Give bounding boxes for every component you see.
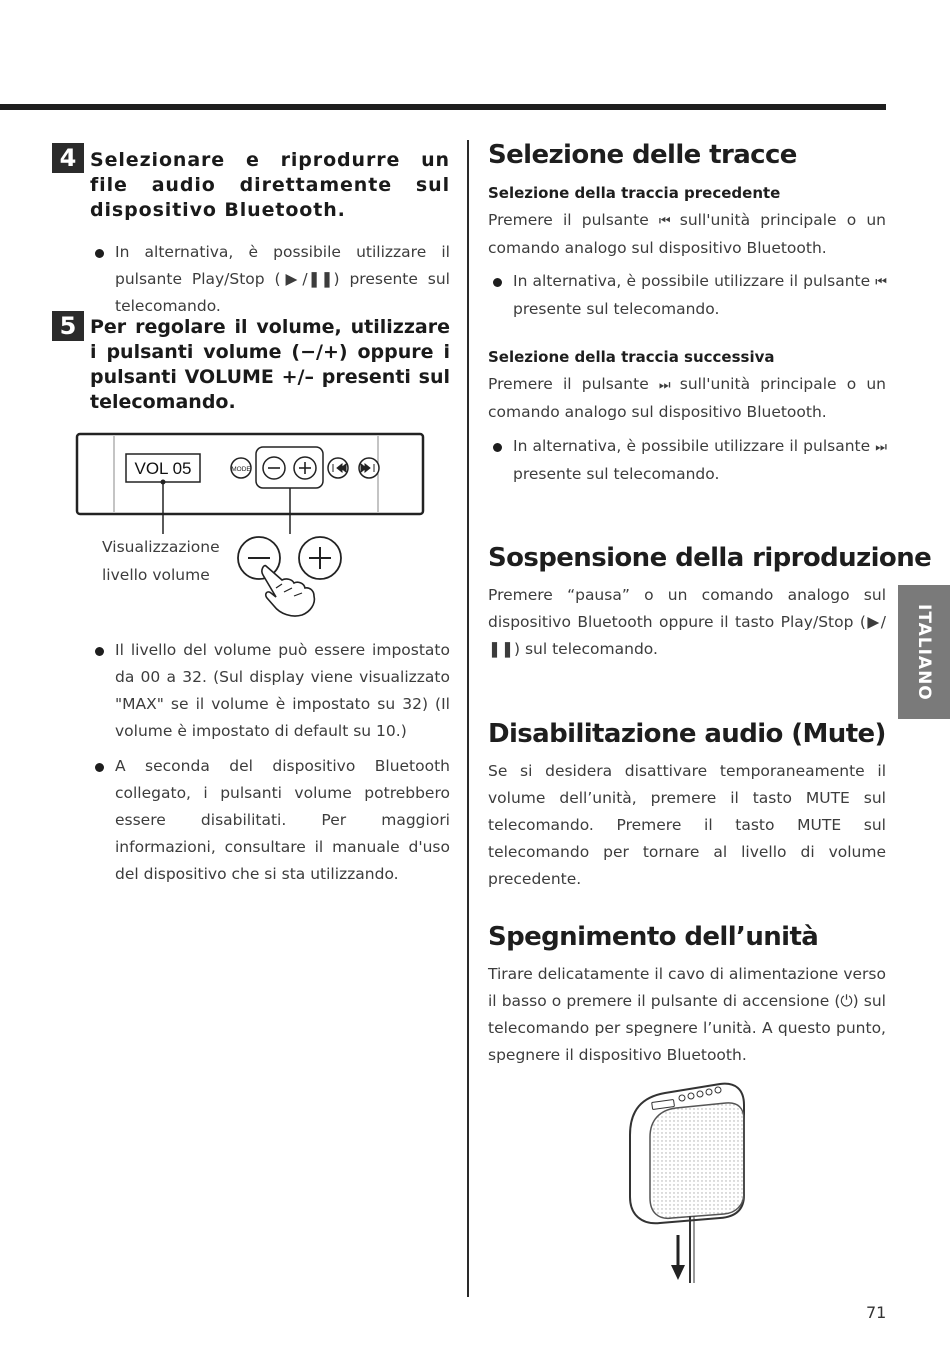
- language-tab-label: ITALIANO: [914, 603, 934, 701]
- prev-track-icon: ⏮: [658, 214, 670, 229]
- diagram-caption: [102, 533, 220, 589]
- page-number: 71: [866, 1303, 887, 1322]
- step-5-title: Per regolare il volume, utilizzare i pulsanti volume (−/+) oppure i pulsanti VOLUME +/– presenti sul telecomando.: [90, 316, 450, 413]
- mute-heading: Disabilitazione audio (Mute): [488, 719, 886, 749]
- prev-track-text: [488, 207, 886, 262]
- display-text: VOL 05: [134, 459, 192, 478]
- prev-bullet-text: In alternativa, è possibile utilizzare il pulsante: [513, 272, 871, 290]
- prev-text-before: Premere il pulsante: [488, 211, 649, 229]
- caption-line-2: livello volume: [102, 566, 210, 584]
- bullet-dot: [95, 647, 104, 656]
- step-4-title: Selezionare e riprodurre un file audio direttamente sul dispositivo Bluetooth.: [90, 149, 450, 221]
- step-4-bullet: [95, 239, 450, 315]
- tracks-heading: Selezione delle tracce: [488, 140, 797, 170]
- prev-text-after: sull'unità principale o un comando analogo sul dispositivo Bluetooth.: [488, 211, 886, 257]
- next-track-bullet: [493, 433, 886, 489]
- prev-track-bullet: [493, 268, 886, 324]
- mode-label: MODE: [231, 466, 251, 473]
- next-track-icon: ⏭: [658, 378, 670, 393]
- speaker-grille: [650, 1103, 744, 1218]
- top-rule: [0, 104, 886, 110]
- step-5-bullet-2: [95, 753, 450, 889]
- prev-track-icon: ⏮: [875, 275, 886, 290]
- next-track-text: [488, 371, 886, 426]
- next-track-bullet-text: [513, 433, 886, 488]
- prev-track-bullet-text: [513, 268, 886, 323]
- step-5-bullet-1: [95, 637, 450, 747]
- prev-track-subheading: Selezione della traccia precedente: [488, 184, 781, 202]
- next-bullet-text: In alternativa, è possibile utilizzare il pulsante: [513, 437, 871, 455]
- pause-text: Premere “pausa” o un comando analogo sul dispositivo Bluetooth oppure il tasto Play/Stop (▶/❚❚) sul telecomando.: [488, 586, 886, 658]
- bullet-dot: [493, 443, 502, 452]
- bullet-dot: [493, 278, 502, 287]
- step-5-bullet-1-text: Il livello del volume può essere impostato da 00 a 32. (Sul display viene visualizzato "MAX" se il volume è impostato su 32) (Il volume è impostato di default su 10.): [115, 641, 450, 740]
- caption-line-1: Visualizzazione: [102, 538, 220, 556]
- step-4-bullet-text: In alternativa, è possibile utilizzare il pulsante Play/Stop (▶/❚❚) presente sul telecomando.: [115, 243, 450, 315]
- mute-text: Se si desidera disattivare temporaneamente il volume dell’unità, premere il tasto MUTE sul telecomando. Premere il tasto MUTE sul telecomando per tornare al livello di volume precedente.: [488, 762, 886, 888]
- next-text-after: sull'unità principale o un comando analogo sul dispositivo Bluetooth.: [488, 375, 886, 421]
- next-track-icon: ⏭: [875, 440, 886, 455]
- next-track-subheading: Selezione della traccia successiva: [488, 348, 775, 366]
- power-off-heading: Spegnimento dell’unità: [488, 922, 819, 952]
- next-bullet-after: presente sul telecomando.: [513, 465, 720, 483]
- next-text-before: Premere il pulsante: [488, 375, 649, 393]
- step-5-bullet-2-text: A seconda del dispositivo Bluetooth collegato, i pulsanti volume potrebbero essere disabilitati. Per maggiori informazioni, consultare il manuale d'uso del dispositivo che si sta utilizzando.: [115, 757, 450, 883]
- volume-diagram: [70, 428, 440, 628]
- pause-heading: Sospensione della riproduzione: [488, 543, 932, 573]
- bullet-dot: [95, 249, 104, 258]
- step-number-4: 4: [52, 143, 84, 173]
- language-tab: [898, 585, 950, 719]
- bullet-dot: [95, 763, 104, 772]
- power-off-text: Tirare delicatamente il cavo di alimentazione verso il basso o premere il pulsante di accensione (⏻) sul telecomando per spegnere l’unità. A questo punto, spegnere il dispositivo Bluetooth.: [488, 965, 886, 1064]
- speaker-illustration: [620, 1075, 750, 1285]
- step-number-5: 5: [52, 311, 84, 341]
- column-divider: [467, 140, 469, 1297]
- prev-bullet-after: presente sul telecomando.: [513, 300, 720, 318]
